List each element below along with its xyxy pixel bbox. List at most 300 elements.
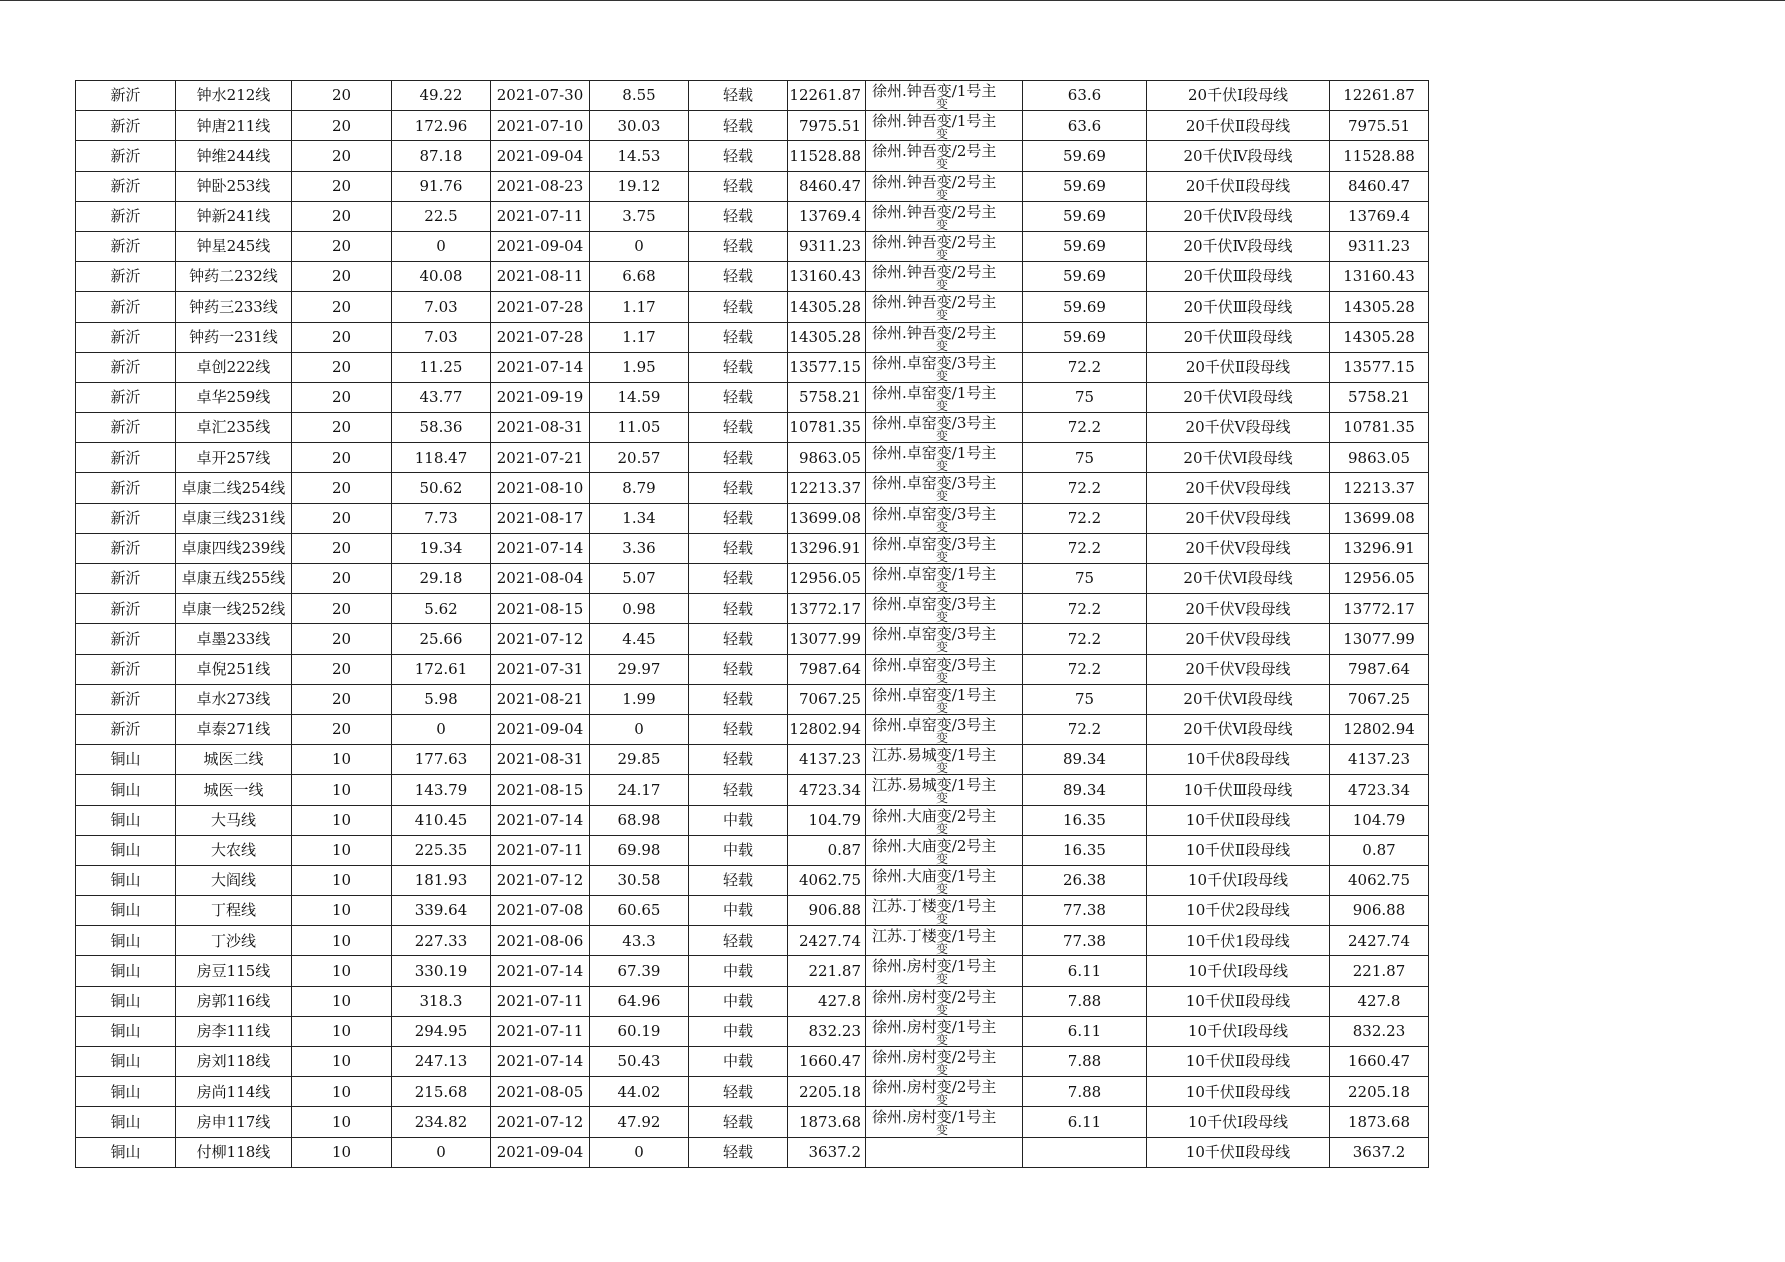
transformer-load-cell: 75: [1023, 564, 1147, 594]
bus-section-cell: 20千伏Ⅵ段母线: [1147, 714, 1330, 744]
transformer-load-cell: 7.88: [1023, 1077, 1147, 1107]
load-value-cell: 177.63: [392, 745, 491, 775]
transformer-load-cell: 16.35: [1023, 805, 1147, 835]
substation-text: 江苏.丁楼变/1号主: [872, 927, 997, 946]
capacity-repeat-cell: 906.88: [1330, 896, 1429, 926]
substation-overflow-text: 变: [936, 730, 949, 745]
substation-overflow-text: 变: [936, 157, 949, 172]
capacity-cell: 7067.25: [788, 684, 866, 714]
date-cell: 2021-07-30: [491, 81, 590, 111]
table-row: [76, 322, 1429, 352]
load-status-cell: 轻载: [689, 262, 788, 292]
voltage-cell: 20: [292, 413, 392, 443]
voltage-cell: 10: [292, 956, 392, 986]
voltage-cell: 20: [292, 594, 392, 624]
bus-section-cell: 20千伏Ⅴ段母线: [1147, 594, 1330, 624]
capacity-cell: 2205.18: [788, 1077, 866, 1107]
capacity-cell: 11528.88: [788, 141, 866, 171]
substation-text: 徐州.房村变/1号主: [872, 1108, 997, 1127]
substation-cell: [866, 503, 1023, 533]
date-cell: 2021-08-23: [491, 171, 590, 201]
transformer-load-cell: 63.6: [1023, 111, 1147, 141]
transformer-load-cell: 26.38: [1023, 865, 1147, 895]
line-name-cell: 丁沙线: [176, 926, 292, 956]
date-cell: 2021-07-11: [491, 835, 590, 865]
capacity-repeat-cell: 7975.51: [1330, 111, 1429, 141]
region-cell: 新沂: [76, 503, 176, 533]
voltage-cell: 20: [292, 684, 392, 714]
substation-cell: [866, 624, 1023, 654]
capacity-repeat-cell: 12261.87: [1330, 81, 1429, 111]
load-value-cell: 0: [392, 231, 491, 261]
load-rate-cell: 5.07: [590, 564, 689, 594]
feeder-load-table: [75, 80, 1429, 1168]
line-name-cell: 大阎线: [176, 865, 292, 895]
bus-section-cell: 10千伏1段母线: [1147, 926, 1330, 956]
substation-overflow-text: 变: [936, 700, 949, 715]
substation-overflow-text: 变: [936, 489, 949, 504]
load-value-cell: 7.03: [392, 322, 491, 352]
substation-overflow-text: 变: [936, 368, 949, 383]
transformer-load-cell: 59.69: [1023, 322, 1147, 352]
substation-cell: [866, 956, 1023, 986]
load-status-cell: 轻载: [689, 745, 788, 775]
capacity-cell: 13699.08: [788, 503, 866, 533]
region-cell: 铜山: [76, 775, 176, 805]
load-status-cell: 轻载: [689, 865, 788, 895]
capacity-repeat-cell: 13699.08: [1330, 503, 1429, 533]
capacity-cell: 14305.28: [788, 292, 866, 322]
table-row: [76, 805, 1429, 835]
load-rate-cell: 24.17: [590, 775, 689, 805]
voltage-cell: 20: [292, 201, 392, 231]
date-cell: 2021-08-05: [491, 1077, 590, 1107]
load-value-cell: 5.62: [392, 594, 491, 624]
substation-overflow-text: 变: [936, 881, 949, 896]
bus-section-cell: 20千伏Ⅰ段母线: [1147, 81, 1330, 111]
region-cell: 新沂: [76, 111, 176, 141]
substation-overflow-text: 变: [936, 187, 949, 202]
load-rate-cell: 1.17: [590, 322, 689, 352]
load-status-cell: 轻载: [689, 533, 788, 563]
load-value-cell: 339.64: [392, 896, 491, 926]
voltage-cell: 20: [292, 503, 392, 533]
capacity-repeat-cell: 12802.94: [1330, 714, 1429, 744]
capacity-repeat-cell: 7987.64: [1330, 654, 1429, 684]
date-cell: 2021-08-15: [491, 594, 590, 624]
substation-text: 徐州.钟吾变/2号主: [872, 323, 997, 342]
load-status-cell: 中载: [689, 835, 788, 865]
capacity-cell: 12213.37: [788, 473, 866, 503]
line-name-cell: 钟药二232线: [176, 262, 292, 292]
substation-overflow-text: 变: [936, 972, 949, 987]
load-rate-cell: 44.02: [590, 1077, 689, 1107]
substation-cell: [866, 1077, 1023, 1107]
transformer-load-cell: 75: [1023, 382, 1147, 412]
table-row: [76, 564, 1429, 594]
load-status-cell: 轻载: [689, 594, 788, 624]
voltage-cell: 10: [292, 986, 392, 1016]
voltage-cell: 20: [292, 111, 392, 141]
region-cell: 新沂: [76, 654, 176, 684]
transformer-load-cell: 72.2: [1023, 594, 1147, 624]
substation-text: 徐州.大庙变/2号主: [872, 836, 997, 855]
table-row: [76, 262, 1429, 292]
substation-overflow-text: 变: [936, 247, 949, 262]
capacity-cell: 14305.28: [788, 322, 866, 352]
region-cell: 铜山: [76, 805, 176, 835]
substation-overflow-text: 变: [936, 1123, 949, 1138]
transformer-load-cell: 59.69: [1023, 231, 1147, 261]
table-row: [76, 231, 1429, 261]
voltage-cell: 20: [292, 473, 392, 503]
substation-cell: [866, 473, 1023, 503]
load-value-cell: 330.19: [392, 956, 491, 986]
bus-section-cell: 20千伏Ⅴ段母线: [1147, 654, 1330, 684]
load-status-cell: 中载: [689, 986, 788, 1016]
load-value-cell: 19.34: [392, 533, 491, 563]
load-rate-cell: 0: [590, 1137, 689, 1167]
capacity-cell: 221.87: [788, 956, 866, 986]
capacity-repeat-cell: 5758.21: [1330, 382, 1429, 412]
date-cell: 2021-07-08: [491, 896, 590, 926]
voltage-cell: 20: [292, 443, 392, 473]
load-status-cell: 轻载: [689, 926, 788, 956]
bus-section-cell: 20千伏Ⅵ段母线: [1147, 564, 1330, 594]
region-cell: 铜山: [76, 1107, 176, 1137]
table-row: [76, 382, 1429, 412]
substation-text: 徐州.卓窑变/1号主: [872, 383, 997, 402]
line-name-cell: 房豆115线: [176, 956, 292, 986]
capacity-cell: 13160.43: [788, 262, 866, 292]
bus-section-cell: 20千伏Ⅴ段母线: [1147, 413, 1330, 443]
load-value-cell: 0: [392, 1137, 491, 1167]
load-status-cell: 轻载: [689, 1077, 788, 1107]
load-rate-cell: 3.75: [590, 201, 689, 231]
load-value-cell: 294.95: [392, 1016, 491, 1046]
bus-section-cell: 20千伏Ⅱ段母线: [1147, 171, 1330, 201]
substation-text: 徐州.卓窑变/1号主: [872, 444, 997, 463]
load-status-cell: 中载: [689, 805, 788, 835]
load-value-cell: 118.47: [392, 443, 491, 473]
load-value-cell: 49.22: [392, 81, 491, 111]
capacity-repeat-cell: 2205.18: [1330, 1077, 1429, 1107]
load-rate-cell: 1.95: [590, 352, 689, 382]
substation-overflow-text: 变: [936, 942, 949, 956]
line-name-cell: 房尚114线: [176, 1077, 292, 1107]
substation-overflow-text: 变: [936, 127, 949, 141]
table-row: [76, 714, 1429, 744]
table-row: [76, 352, 1429, 382]
capacity-repeat-cell: 14305.28: [1330, 322, 1429, 352]
table-row: [76, 1047, 1429, 1077]
load-status-cell: 中载: [689, 1047, 788, 1077]
table-row: [76, 986, 1429, 1016]
load-value-cell: 11.25: [392, 352, 491, 382]
capacity-cell: 4723.34: [788, 775, 866, 805]
capacity-repeat-cell: 12213.37: [1330, 473, 1429, 503]
load-value-cell: 172.96: [392, 111, 491, 141]
substation-overflow-text: 变: [936, 459, 949, 473]
transformer-load-cell: 72.2: [1023, 503, 1147, 533]
table-row: [76, 956, 1429, 986]
line-name-cell: 钟唐211线: [176, 111, 292, 141]
load-rate-cell: 8.79: [590, 473, 689, 503]
region-cell: 新沂: [76, 533, 176, 563]
load-rate-cell: 43.3: [590, 926, 689, 956]
load-rate-cell: 30.03: [590, 111, 689, 141]
voltage-cell: 10: [292, 1107, 392, 1137]
transformer-load-cell: 72.2: [1023, 624, 1147, 654]
load-status-cell: 轻载: [689, 382, 788, 412]
transformer-load-cell: 75: [1023, 684, 1147, 714]
substation-text: 徐州.卓窑变/3号主: [872, 595, 997, 614]
transformer-load-cell: 7.88: [1023, 986, 1147, 1016]
capacity-repeat-cell: 13296.91: [1330, 533, 1429, 563]
load-value-cell: 227.33: [392, 926, 491, 956]
load-rate-cell: 29.97: [590, 654, 689, 684]
bus-section-cell: 20千伏Ⅳ段母线: [1147, 231, 1330, 261]
load-value-cell: 215.68: [392, 1077, 491, 1107]
voltage-cell: 20: [292, 292, 392, 322]
substation-overflow-text: 变: [936, 338, 949, 353]
load-rate-cell: 14.53: [590, 141, 689, 171]
load-rate-cell: 1.99: [590, 684, 689, 714]
date-cell: 2021-08-06: [491, 926, 590, 956]
load-status-cell: 轻载: [689, 1137, 788, 1167]
capacity-cell: 13769.4: [788, 201, 866, 231]
load-value-cell: 87.18: [392, 141, 491, 171]
table-row: [76, 926, 1429, 956]
capacity-cell: 7987.64: [788, 654, 866, 684]
line-name-cell: 钟药一231线: [176, 322, 292, 352]
table-row: [76, 745, 1429, 775]
capacity-cell: 13577.15: [788, 352, 866, 382]
region-cell: 新沂: [76, 684, 176, 714]
substation-text: 徐州.卓窑变/3号主: [872, 353, 997, 372]
line-name-cell: 房李111线: [176, 1016, 292, 1046]
capacity-cell: 4137.23: [788, 745, 866, 775]
load-value-cell: 7.03: [392, 292, 491, 322]
substation-cell: [866, 896, 1023, 926]
substation-cell: [866, 1107, 1023, 1137]
table-row: [76, 684, 1429, 714]
load-status-cell: 轻载: [689, 714, 788, 744]
transformer-load-cell: 75: [1023, 443, 1147, 473]
capacity-repeat-cell: 4062.75: [1330, 865, 1429, 895]
load-status-cell: 轻载: [689, 201, 788, 231]
substation-overflow-text: 变: [936, 1032, 949, 1047]
transformer-load-cell: 59.69: [1023, 292, 1147, 322]
table-row: [76, 141, 1429, 171]
load-rate-cell: 4.45: [590, 624, 689, 654]
capacity-repeat-cell: 1873.68: [1330, 1107, 1429, 1137]
capacity-cell: 427.8: [788, 986, 866, 1016]
substation-overflow-text: 变: [936, 278, 949, 292]
line-name-cell: 卓开257线: [176, 443, 292, 473]
load-value-cell: 410.45: [392, 805, 491, 835]
substation-overflow-text: 变: [936, 1002, 949, 1017]
table-row: [76, 624, 1429, 654]
date-cell: 2021-07-11: [491, 986, 590, 1016]
line-name-cell: 房郭116线: [176, 986, 292, 1016]
table-row: [76, 533, 1429, 563]
substation-text: 徐州.钟吾变/2号主: [872, 232, 997, 251]
region-cell: 铜山: [76, 1137, 176, 1167]
table-row: [76, 201, 1429, 231]
voltage-cell: 10: [292, 1137, 392, 1167]
substation-cell: [866, 986, 1023, 1016]
substation-text: 徐州.钟吾变/2号主: [872, 172, 997, 191]
capacity-repeat-cell: 3637.2: [1330, 1137, 1429, 1167]
substation-cell: [866, 533, 1023, 563]
capacity-repeat-cell: 832.23: [1330, 1016, 1429, 1046]
date-cell: 2021-07-11: [491, 1016, 590, 1046]
substation-overflow-text: 变: [936, 1093, 949, 1107]
line-name-cell: 卓康二线254线: [176, 473, 292, 503]
capacity-cell: 1873.68: [788, 1107, 866, 1137]
substation-text: 徐州.大庙变/2号主: [872, 806, 997, 825]
substation-text: 徐州.钟吾变/2号主: [872, 293, 997, 312]
transformer-load-cell: 6.11: [1023, 1107, 1147, 1137]
table-row: [76, 1137, 1429, 1167]
capacity-cell: 0.87: [788, 835, 866, 865]
capacity-repeat-cell: 14305.28: [1330, 292, 1429, 322]
transformer-load-cell: 6.11: [1023, 1016, 1147, 1046]
line-name-cell: 卓倪251线: [176, 654, 292, 684]
region-cell: 新沂: [76, 624, 176, 654]
load-rate-cell: 14.59: [590, 382, 689, 412]
substation-text: 江苏.易城变/1号主: [872, 776, 997, 795]
bus-section-cell: 20千伏Ⅳ段母线: [1147, 141, 1330, 171]
line-name-cell: 钟星245线: [176, 231, 292, 261]
substation-text: 徐州.卓窑变/3号主: [872, 414, 997, 433]
region-cell: 新沂: [76, 201, 176, 231]
bus-section-cell: 10千伏Ⅱ段母线: [1147, 1137, 1330, 1167]
line-name-cell: 城医二线: [176, 745, 292, 775]
load-value-cell: 5.98: [392, 684, 491, 714]
line-name-cell: 丁程线: [176, 896, 292, 926]
date-cell: 2021-08-31: [491, 413, 590, 443]
line-name-cell: 卓水273线: [176, 684, 292, 714]
substation-text: 江苏.易城变/1号主: [872, 746, 997, 765]
substation-text: 徐州.钟吾变/2号主: [872, 142, 997, 161]
transformer-load-cell: 59.69: [1023, 262, 1147, 292]
table-row: [76, 1077, 1429, 1107]
substation-cell: [866, 81, 1023, 111]
bus-section-cell: 10千伏Ⅰ段母线: [1147, 1107, 1330, 1137]
bus-section-cell: 20千伏Ⅲ段母线: [1147, 292, 1330, 322]
substation-overflow-text: 变: [936, 821, 949, 836]
table-row: [76, 413, 1429, 443]
capacity-repeat-cell: 13160.43: [1330, 262, 1429, 292]
capacity-repeat-cell: 221.87: [1330, 956, 1429, 986]
substation-overflow-text: 变: [936, 549, 949, 564]
substation-cell: [866, 413, 1023, 443]
substation-cell: [866, 171, 1023, 201]
load-rate-cell: 20.57: [590, 443, 689, 473]
voltage-cell: 10: [292, 1047, 392, 1077]
table-row: [76, 865, 1429, 895]
voltage-cell: 10: [292, 865, 392, 895]
load-status-cell: 轻载: [689, 292, 788, 322]
capacity-repeat-cell: 13769.4: [1330, 201, 1429, 231]
capacity-repeat-cell: 10781.35: [1330, 413, 1429, 443]
load-rate-cell: 68.98: [590, 805, 689, 835]
date-cell: 2021-09-04: [491, 141, 590, 171]
substation-text: 徐州.房村变/1号主: [872, 1017, 997, 1036]
load-rate-cell: 0: [590, 231, 689, 261]
load-status-cell: 轻载: [689, 111, 788, 141]
load-status-cell: 轻载: [689, 352, 788, 382]
substation-cell: [866, 745, 1023, 775]
voltage-cell: 20: [292, 231, 392, 261]
capacity-cell: 13772.17: [788, 594, 866, 624]
table-row: [76, 654, 1429, 684]
substation-cell: [866, 201, 1023, 231]
substation-text: 徐州.房村变/2号主: [872, 1048, 997, 1066]
load-rate-cell: 29.85: [590, 745, 689, 775]
load-status-cell: 中载: [689, 1016, 788, 1046]
substation-cell: [866, 805, 1023, 835]
date-cell: 2021-09-04: [491, 714, 590, 744]
load-rate-cell: 6.68: [590, 262, 689, 292]
voltage-cell: 20: [292, 81, 392, 111]
region-cell: 铜山: [76, 835, 176, 865]
load-value-cell: 29.18: [392, 564, 491, 594]
voltage-cell: 20: [292, 352, 392, 382]
table-row: [76, 503, 1429, 533]
load-status-cell: 轻载: [689, 473, 788, 503]
table-row: [76, 443, 1429, 473]
region-cell: 新沂: [76, 352, 176, 382]
table-row: [76, 775, 1429, 805]
load-value-cell: 58.36: [392, 413, 491, 443]
capacity-repeat-cell: 9311.23: [1330, 231, 1429, 261]
capacity-repeat-cell: 0.87: [1330, 835, 1429, 865]
load-value-cell: 25.66: [392, 624, 491, 654]
region-cell: 铜山: [76, 745, 176, 775]
capacity-cell: 8460.47: [788, 171, 866, 201]
line-name-cell: 钟药三233线: [176, 292, 292, 322]
transformer-load-cell: 72.2: [1023, 473, 1147, 503]
substation-text: 徐州.卓窑变/3号主: [872, 715, 997, 734]
substation-overflow-text: 变: [936, 308, 949, 322]
voltage-cell: 20: [292, 533, 392, 563]
region-cell: 铜山: [76, 986, 176, 1016]
line-name-cell: 卓康五线255线: [176, 564, 292, 594]
load-rate-cell: 60.19: [590, 1016, 689, 1046]
substation-cell: [866, 322, 1023, 352]
load-rate-cell: 1.34: [590, 503, 689, 533]
table-row: [76, 171, 1429, 201]
date-cell: 2021-07-14: [491, 533, 590, 563]
voltage-cell: 10: [292, 745, 392, 775]
load-status-cell: 轻载: [689, 171, 788, 201]
capacity-repeat-cell: 104.79: [1330, 805, 1429, 835]
bus-section-cell: 10千伏Ⅰ段母线: [1147, 1016, 1330, 1046]
capacity-cell: 4062.75: [788, 865, 866, 895]
line-name-cell: 钟水212线: [176, 81, 292, 111]
capacity-repeat-cell: 2427.74: [1330, 926, 1429, 956]
voltage-cell: 10: [292, 926, 392, 956]
date-cell: 2021-07-14: [491, 352, 590, 382]
capacity-cell: 906.88: [788, 896, 866, 926]
transformer-load-cell: 16.35: [1023, 835, 1147, 865]
bus-section-cell: 20千伏Ⅵ段母线: [1147, 443, 1330, 473]
voltage-cell: 20: [292, 624, 392, 654]
line-name-cell: 卓康三线231线: [176, 503, 292, 533]
